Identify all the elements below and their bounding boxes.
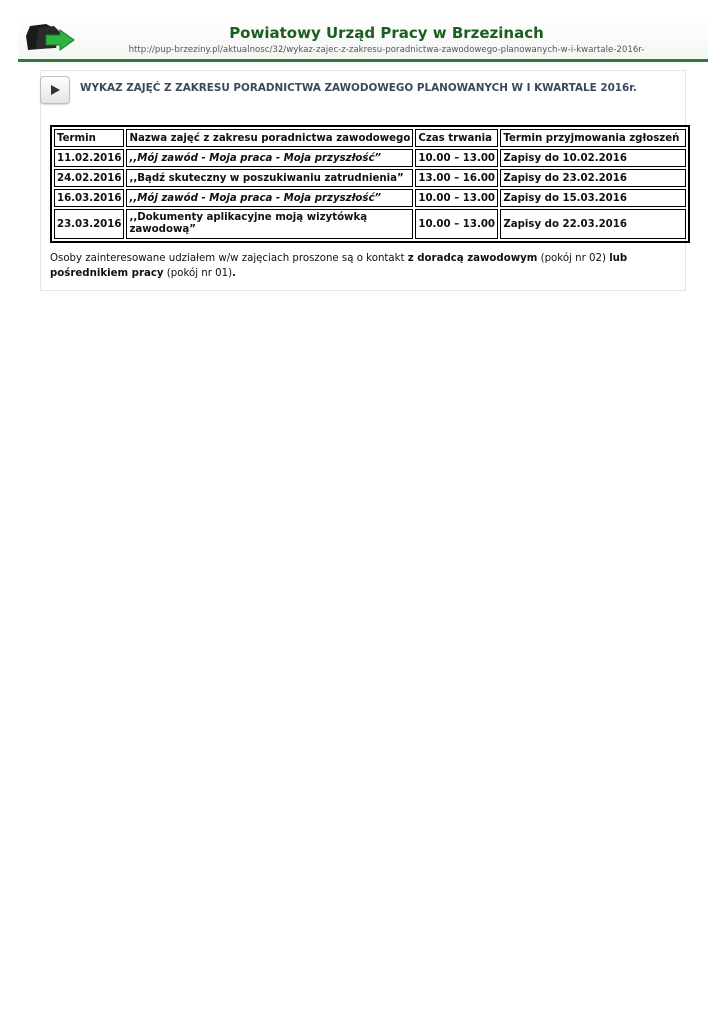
cell-name: ,,Dokumenty aplikacyjne moją wizytówką zawodową” bbox=[126, 209, 413, 239]
cell-name-text: ,,Mój zawód - Moja praca - Moja przyszłość” bbox=[129, 152, 382, 164]
cell-name bbox=[126, 149, 413, 167]
cell-registration: Zapisy do 15.03.2016 bbox=[500, 189, 686, 207]
note-room-advisor: (pokój nr 02) bbox=[537, 253, 610, 264]
cell-time: 10.00 – 13.00 bbox=[415, 189, 498, 207]
play-arrow-icon bbox=[49, 84, 61, 96]
cell-name-text: ,,Mój zawód - Moja praca - Moja przyszłość” bbox=[129, 192, 382, 204]
cell-date: 16.03.2016 bbox=[54, 189, 124, 207]
cell-time: 10.00 – 13.00 bbox=[415, 209, 498, 239]
cell-date: 24.02.2016 bbox=[54, 169, 124, 187]
table-header-row bbox=[54, 129, 686, 147]
note-end: . bbox=[232, 268, 236, 279]
cell-time: 10.00 – 13.00 bbox=[415, 149, 498, 167]
column-header-date: Termin bbox=[54, 129, 124, 147]
article-arrow-button[interactable] bbox=[40, 76, 70, 104]
note-room-agent: (pokój nr 01) bbox=[163, 268, 233, 279]
cell-time: 13.00 – 16.00 bbox=[415, 169, 498, 187]
note-advisor: z doradcą zawodowym bbox=[407, 253, 538, 264]
column-header-time: Czas trwania bbox=[415, 129, 498, 147]
table-row bbox=[54, 209, 686, 239]
cell-name bbox=[126, 189, 413, 207]
column-header-name: Nazwa zajęć z zakresu poradnictwa zawodowego bbox=[126, 129, 413, 147]
table-row bbox=[54, 149, 686, 167]
cell-date: 11.02.2016 bbox=[54, 149, 124, 167]
cell-registration: Zapisy do 23.02.2016 bbox=[500, 169, 686, 187]
cell-name: ,,Bądź skuteczny w poszukiwaniu zatrudnienia” bbox=[126, 169, 413, 187]
pup-logo-icon[interactable] bbox=[24, 22, 76, 54]
cell-registration: Zapisy do 22.03.2016 bbox=[500, 209, 686, 239]
cell-registration: Zapisy do 10.02.2016 bbox=[500, 149, 686, 167]
table-row bbox=[54, 169, 686, 187]
site-title[interactable]: Powiatowy Urząd Pracy w Brzezinach bbox=[229, 24, 544, 42]
note-text: Osoby zainteresowane udziałem w/w zajęciach proszone są o kontakt bbox=[50, 253, 408, 264]
page-url[interactable]: http://pup-brzeziny.pl/aktualnosc/32/wykaz-zajec-z-zakresu-poradnictwa-zawodowego-planowanych-w-i-kwartale-2016r- bbox=[128, 45, 645, 55]
header-divider bbox=[18, 59, 708, 62]
column-header-registration: Termin przyjmowania zgłoszeń bbox=[500, 129, 686, 147]
article-title: WYKAZ ZAJĘĆ Z ZAKRESU PORADNICTWA ZAWODOWEGO PLANOWANYCH W I KWARTALE 2016r. bbox=[80, 82, 637, 94]
contact-note bbox=[50, 251, 660, 281]
cell-date: 23.03.2016 bbox=[54, 209, 124, 239]
note-agent: lub pośrednikiem pracy bbox=[50, 253, 628, 279]
schedule-table bbox=[50, 125, 690, 243]
table-row bbox=[54, 189, 686, 207]
